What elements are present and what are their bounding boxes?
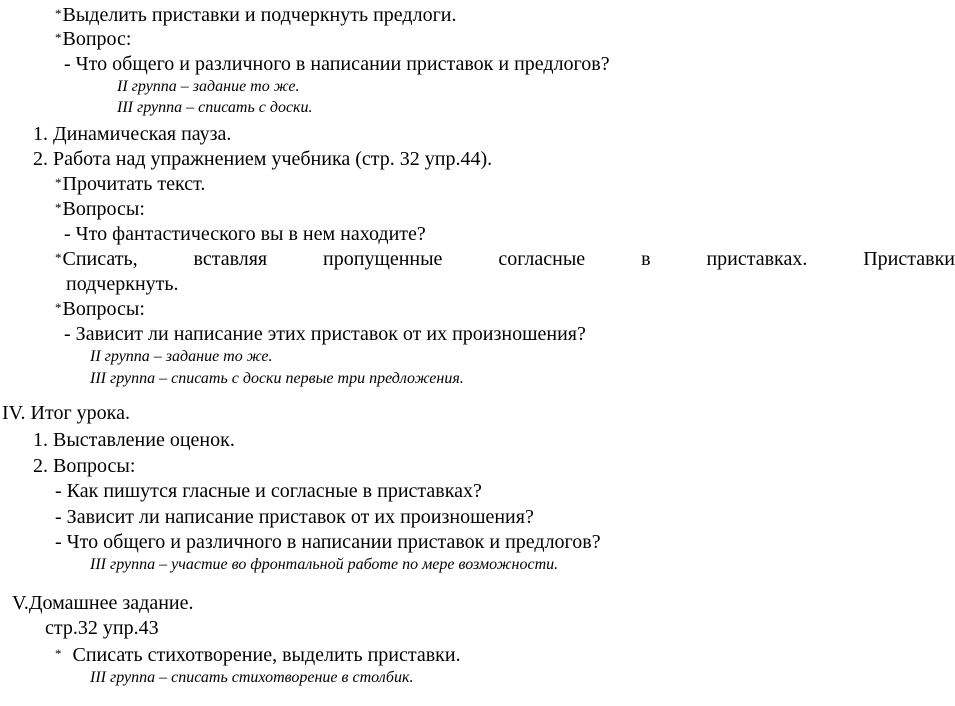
question-line: - Зависит ли написание приставок от их произношения? (55, 506, 534, 528)
justified-task-line: *Списать, вставляя пропущенные согласные в приставках. Приставки (55, 248, 955, 270)
task-line: * Списать стихотворение, выделить приставки. (55, 644, 461, 666)
group-note: II группа – задание то же. (117, 78, 300, 95)
section-heading: V.Домашнее задание. (12, 592, 194, 614)
group-note: II группа – задание то же. (90, 348, 273, 365)
bullet-dash: - (64, 323, 71, 345)
bullet-star-icon: * (55, 250, 62, 265)
question-line: - Как пишутся гласные и согласные в приставках? (55, 480, 482, 502)
question-line: - Что фантастического вы в нем находите? (64, 223, 426, 245)
bullet-star-icon: * (55, 646, 62, 661)
bullet-star-icon: * (55, 6, 62, 21)
numbered-item: 2. Вопросы: (33, 455, 136, 477)
numbered-item: 1. Выставление оценок. (33, 429, 235, 451)
bullet-star-icon: * (55, 175, 62, 190)
bullet-dash: - (55, 480, 62, 502)
continuation-line: подчеркнуть. (66, 273, 179, 295)
task-line: *Прочитать текст. (55, 173, 206, 195)
bullet-dash: - (55, 506, 62, 528)
question-line: - Что общего и различного в написании приставок и предлогов? (64, 53, 610, 75)
bullet-star-icon: * (55, 300, 62, 315)
section-heading: IV. Итог урока. (2, 402, 130, 424)
numbered-item: 1. Динамическая пауза. (33, 123, 232, 145)
question-line: - Зависит ли написание этих приставок от их произношения? (64, 323, 586, 345)
question-label: *Вопросы: (55, 298, 145, 320)
group-note: III группа – списать с доски первые три предложения. (90, 370, 464, 387)
group-note: III группа – списать с доски. (117, 99, 313, 116)
bullet-dash: - (64, 53, 71, 75)
bullet-dash: - (64, 223, 71, 245)
question-line: - Что общего и различного в написании приставок и предлогов? (55, 531, 601, 553)
question-label: *Вопросы: (55, 198, 145, 220)
bullet-star-icon: * (55, 30, 62, 45)
task-line: *Выделить приставки и подчеркнуть предлоги. (55, 4, 457, 26)
bullet-star-icon: * (55, 200, 62, 215)
question-label: *Вопрос: (55, 28, 132, 50)
numbered-item: 2. Работа над упражнением учебника (стр. 32 упр.44). (33, 148, 493, 170)
group-note: III группа – списать стихотворение в столбик. (90, 669, 414, 686)
homework-ref: стр.32 упр.43 (45, 617, 159, 639)
bullet-dash: - (55, 531, 62, 553)
group-note: III группа – участие во фронтальной работе по мере возможности. (90, 556, 559, 573)
